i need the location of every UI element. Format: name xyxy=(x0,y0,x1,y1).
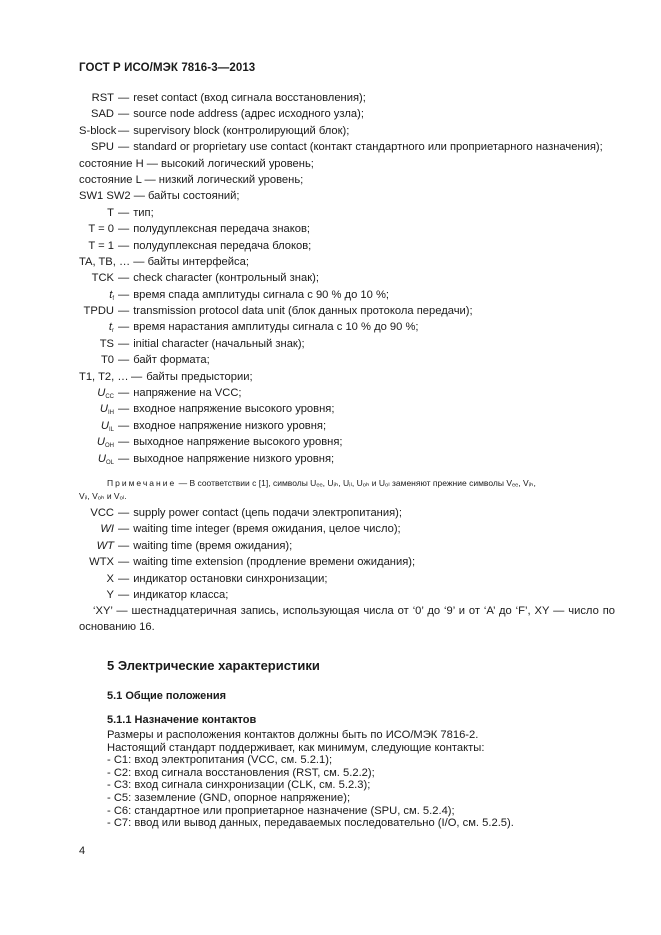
definition-uol: $U_{OL}$ — выходное напряжение низкого уровня; xyxy=(79,451,609,467)
definition-rst: RST — reset contact (вход сигнала восстановления); xyxy=(79,90,609,106)
definition-text: выходное напряжение низкого уровня; xyxy=(133,452,335,465)
definition-text: standard or proprietary use contact (контакт стандартного или проприетарного назначения); xyxy=(133,141,603,154)
definition-text: индикатор остановки синхронизации; xyxy=(133,572,328,585)
definition-term: $U_{IH}$ xyxy=(99,403,114,417)
definition-term: WT xyxy=(96,539,114,552)
definition-ucc: $U_{CC}$ — напряжение на VCC; xyxy=(79,385,609,401)
definition-text: check character (контрольный знак); xyxy=(133,272,319,285)
definition-text: supervisory block (контролирующий блок); xyxy=(133,124,350,137)
definition-t0: T = 0 — полудуплексная передача знаков; xyxy=(79,221,609,237)
definition-ts: TS — initial character (начальный знак); xyxy=(79,336,609,352)
definition-line: состояние L — низкий логический уровень; xyxy=(79,173,304,186)
body-line: Размеры и расположения контактов должны быть по ИСО/МЭК 7816-2. xyxy=(107,729,479,741)
definition-text: выходное напряжение высокого уровня; xyxy=(133,436,343,449)
definition-text: полудуплексная передача блоков; xyxy=(133,239,312,252)
definition-text: время спада амплитуды сигнала с 90 % до 10 %; xyxy=(133,288,390,301)
definition-text: байт формата; xyxy=(133,354,210,367)
definition-t: T — тип; xyxy=(79,205,609,221)
document-header: ГОСТ Р ИСО/МЭК 7816-3—2013 xyxy=(79,62,256,74)
definition-term: RST xyxy=(91,92,114,104)
page-number: 4 xyxy=(79,845,86,857)
body-line: Настоящий стандарт поддерживает, как минимум, следующие контакты: xyxy=(107,741,485,754)
definition-s-block: S-block — supervisory block (контролирующий блок); xyxy=(79,123,609,139)
definition-wt: WT — waiting time (время ожидания); xyxy=(79,538,609,554)
definition-term: $U_{IL}$ xyxy=(100,419,114,433)
definition-tpdu: TPDU — transmission protocol data unit (блок данных протокола передачи); xyxy=(79,303,609,319)
definition-line: TA, TB, … — байты интерфейса; xyxy=(79,255,249,268)
definition-sw1-sw2 xyxy=(79,188,609,204)
definition-spu: SPU — standard or proprietary use contact (контакт стандартного или проприетарного назначения); xyxy=(79,139,609,155)
definition-term: $t_f$ xyxy=(109,288,114,302)
definition-x: X — индикатор остановки синхронизации; xyxy=(79,571,609,587)
definition-ta-tb xyxy=(79,254,609,270)
definition-y: Y — индикатор класса; xyxy=(79,587,609,603)
definition-vcc: VCC — supply power contact (цепь подачи электропитания); xyxy=(79,505,609,521)
definition-term: $U_{CC}$ xyxy=(97,387,114,401)
definition-state-l xyxy=(79,172,609,188)
definition-term: $U_{OL}$ xyxy=(97,452,114,466)
list-item: - C5: заземление (GND, опорное напряжение); xyxy=(107,791,351,804)
definition-text: время нарастания амплитуды сигнала с 10 % до 90 %; xyxy=(133,321,419,334)
section-5-1-1-heading: 5.1.1 Назначение контактов xyxy=(107,714,257,726)
definition-text: initial character (начальный знак); xyxy=(133,337,305,350)
definition-text: входное напряжение высокого уровня; xyxy=(133,403,335,416)
definition-term: TS xyxy=(99,337,114,350)
note-line-1 xyxy=(79,477,619,490)
definition-wi: WI — waiting time integer (время ожидания, целое число); xyxy=(79,521,609,537)
definition-term: TPDU xyxy=(83,305,114,318)
definition-text: reset contact (вход сигнала восстановления); xyxy=(133,92,366,104)
list-item: - C1: вход электропитания (VCC, см. 5.2.1); xyxy=(107,754,333,767)
definition-tck: TCK — check character (контрольный знак); xyxy=(79,270,609,286)
list-item: - C2: вход сигнала восстановления (RST, см. 5.2.2); xyxy=(107,766,375,779)
definition-text: source node address (адрес исходного узла); xyxy=(133,108,364,121)
section-5-heading: 5 Электрические характеристики xyxy=(107,658,320,673)
definition-text: waiting time (время ожидания); xyxy=(133,539,293,552)
definition-line: SW1 SW2 — байты состояний; xyxy=(79,190,240,203)
definition-tf: $t_f$ — время спада амплитуды сигнала с 90 % до 10 %; xyxy=(79,287,609,303)
definition-uil: $U_{IL}$ — входное напряжение низкого уровня; xyxy=(79,418,609,434)
definition-text: supply power contact (цепь подачи электропитания); xyxy=(133,507,402,519)
definition-t0-format: T0 — байт формата; xyxy=(79,352,609,368)
definition-term: SAD xyxy=(90,108,114,121)
note-line-2: Vᵢₗ, Vₒₕ и Vₒₗ. xyxy=(79,490,127,501)
definition-term: VCC xyxy=(90,507,114,519)
definition-text: полудуплексная передача знаков; xyxy=(133,223,311,236)
definition-term: T = 0 xyxy=(88,223,114,236)
definition-uih: $U_{IH}$ — входное напряжение высокого уровня; xyxy=(79,401,609,417)
definitions-list-2 xyxy=(79,505,609,603)
list-item: - C6: стандартное или проприетарное назначение (SPU, см. 5.2.4); xyxy=(107,804,455,817)
definition-term: $U_{OH}$ xyxy=(96,436,114,450)
definition-term: T1, T2, … xyxy=(79,370,129,383)
definition-term: T xyxy=(107,206,114,219)
definition-text: тип; xyxy=(133,206,154,219)
definition-term: Y xyxy=(106,588,114,601)
section-body xyxy=(107,729,617,830)
xy-paragraph: ‘XY’ — шестнадцатеричная запись, использующая числа от ‘0’ до ‘9’ и от ‘A’ до ‘F’, XY — число по основанию 16. xyxy=(79,605,615,634)
definition-t1: T = 1 — полудуплексная передача блоков; xyxy=(79,238,609,254)
definition-text: напряжение на VCC; xyxy=(133,387,242,400)
definition-t1-t2: T1, T2, … — байты предыстории; xyxy=(79,369,609,385)
definition-text: байты предыстории; xyxy=(146,370,253,383)
definition-text: waiting time extension (продление времени ожидания); xyxy=(133,556,416,569)
definition-term: WI xyxy=(100,523,114,536)
definition-term: SPU xyxy=(90,141,114,154)
note-text: — В соответствии с [1], символы Uₑₑ, Uᵢₕ, Uᵢₗ, Uₒₕ и Uₒₗ заменяют прежние символы Vₑₑ, Vᵢₕ, xyxy=(178,478,536,488)
definition-uoh: $U_{OH}$ — выходное напряжение высокого уровня; xyxy=(79,434,609,450)
definition-tr: $t_r$ — время нарастания амплитуды сигнала с 10 % до 90 %; xyxy=(79,319,609,335)
definition-line: состояние H — высокий логический уровень; xyxy=(79,157,314,170)
definition-term: WTX xyxy=(89,556,114,569)
list-item: - C3: вход сигнала синхронизации (CLK, см. 5.2.3); xyxy=(107,779,371,792)
definition-term: T = 1 xyxy=(88,239,114,252)
definition-wtx: WTX — waiting time extension (продление времени ожидания); xyxy=(79,554,609,570)
definition-state-h xyxy=(79,156,609,172)
definition-term: TCK xyxy=(91,272,114,285)
definitions-list xyxy=(79,90,609,467)
list-item: - C7: ввод или вывод данных, передаваемых последовательно (I/O, см. 5.2.5). xyxy=(107,817,514,830)
note-label: Примечание xyxy=(107,478,177,488)
section-5-1-heading: 5.1 Общие положения xyxy=(107,690,227,702)
definition-term: S-block xyxy=(79,124,117,137)
definition-term: X xyxy=(106,572,114,585)
definition-sad: SAD — source node address (адрес исходного узла); xyxy=(79,106,609,122)
definition-text: waiting time integer (время ожидания, целое число); xyxy=(133,523,401,536)
definition-text: transmission protocol data unit (блок данных протокола передачи); xyxy=(133,305,473,318)
definition-text: индикатор класса; xyxy=(133,588,229,601)
definition-term: T0 xyxy=(100,354,114,367)
definition-text: входное напряжение низкого уровня; xyxy=(133,419,327,432)
definition-term: $t_r$ xyxy=(108,321,114,335)
note xyxy=(79,477,619,502)
